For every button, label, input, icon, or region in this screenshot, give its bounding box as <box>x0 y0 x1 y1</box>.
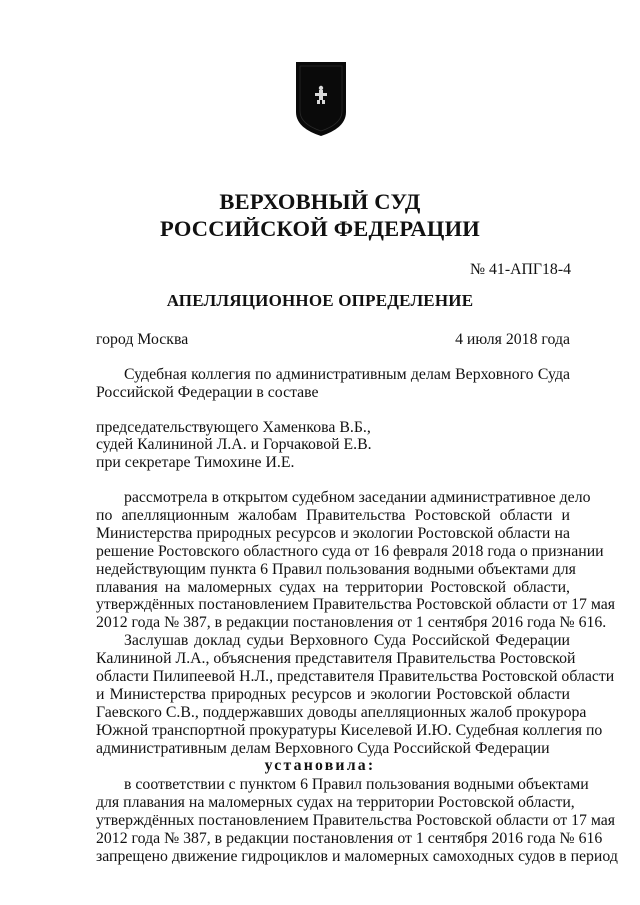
composition-judges: судей Калининой Л.А. и Горчаковой Е.В. <box>96 436 372 453</box>
para1-line: решение Ростовского областного суда от 16 февраля 2018 года о признании <box>96 543 604 560</box>
para3-line: для плавания на маломерных судах на территории Ростовской области, <box>96 794 575 811</box>
para3-line: в соответствии с пунктом 6 Правил пользования водными объектами <box>124 776 589 793</box>
composition-chair: председательствующего Хаменкова В.Б., <box>96 419 371 436</box>
intro-line-1: Судебная коллегия по административным делам Верховного Суда <box>124 366 570 383</box>
para1-line: утверждённых постановлением Правительства Ростовской области от 17 мая <box>96 596 616 613</box>
para2-line: и Министерства природных ресурсов и экологии Ростовской области <box>96 686 570 703</box>
para2-line: области Пилипеевой Н.Л., представителя Правительства Ростовской области <box>96 668 615 685</box>
para2-line: административным делам Верховного Суда Российской Федерации <box>96 740 550 757</box>
para1-line: рассмотрела в открытом судебном заседании административное дело <box>124 489 591 506</box>
para1-line: недействующим пункта 6 Правил пользования водными объектами для <box>96 561 576 578</box>
date: 4 июля 2018 года <box>455 331 570 348</box>
emblem-shield <box>294 60 348 138</box>
coat-of-arms-icon <box>294 60 348 138</box>
para3-line: утверждённых постановлением Правительства Ростовской области от 17 мая <box>96 812 616 829</box>
resolved-heading: установила: <box>264 757 376 774</box>
para2-line: Южной транспортной прокуратуры Киселевой И.Ю. Судебная коллегия по <box>96 722 603 739</box>
court-name-line2: РОССИЙСКОЙ ФЕДЕРАЦИИ <box>160 216 480 241</box>
para3-line: 2012 года № 387, в редакции постановления от 1 сентября 2016 года № 616 <box>96 830 603 847</box>
para1-line: 2012 года № 387, в редакции постановления от 1 сентября 2016 года № 616. <box>96 614 607 631</box>
place: город Москва <box>96 331 189 348</box>
case-number: № 41-АПГ18-4 <box>470 261 571 278</box>
intro-line-2: Российской Федерации в составе <box>96 384 319 401</box>
document-type-title: АПЕЛЛЯЦИОННОЕ ОПРЕДЕЛЕНИЕ <box>166 291 474 310</box>
court-name-line1: ВЕРХОВНЫЙ СУД <box>219 189 421 214</box>
para2-line: Заслушав доклад судьи Верховного Суда Российской Федерации <box>124 632 570 649</box>
para1-line: по апелляционным жалобам Правительства Ростовской области и <box>96 507 570 524</box>
composition-secretary: при секретаре Тимохине И.Е. <box>96 454 295 471</box>
para3-line: запрещено движение гидроциклов и маломерных самоходных судов в период <box>96 848 618 865</box>
para1-line: плавания на маломерных судах на территории Ростовской области, <box>96 579 570 596</box>
para2-line: Калининой Л.А., объяснения представителя Правительства Ростовской <box>96 650 576 667</box>
para1-line: Министерства природных ресурсов и экологии Ростовской области на <box>96 525 570 542</box>
para2-line: Гаевского С.В., поддержавших доводы апелляционных жалоб прокурора <box>96 704 587 721</box>
